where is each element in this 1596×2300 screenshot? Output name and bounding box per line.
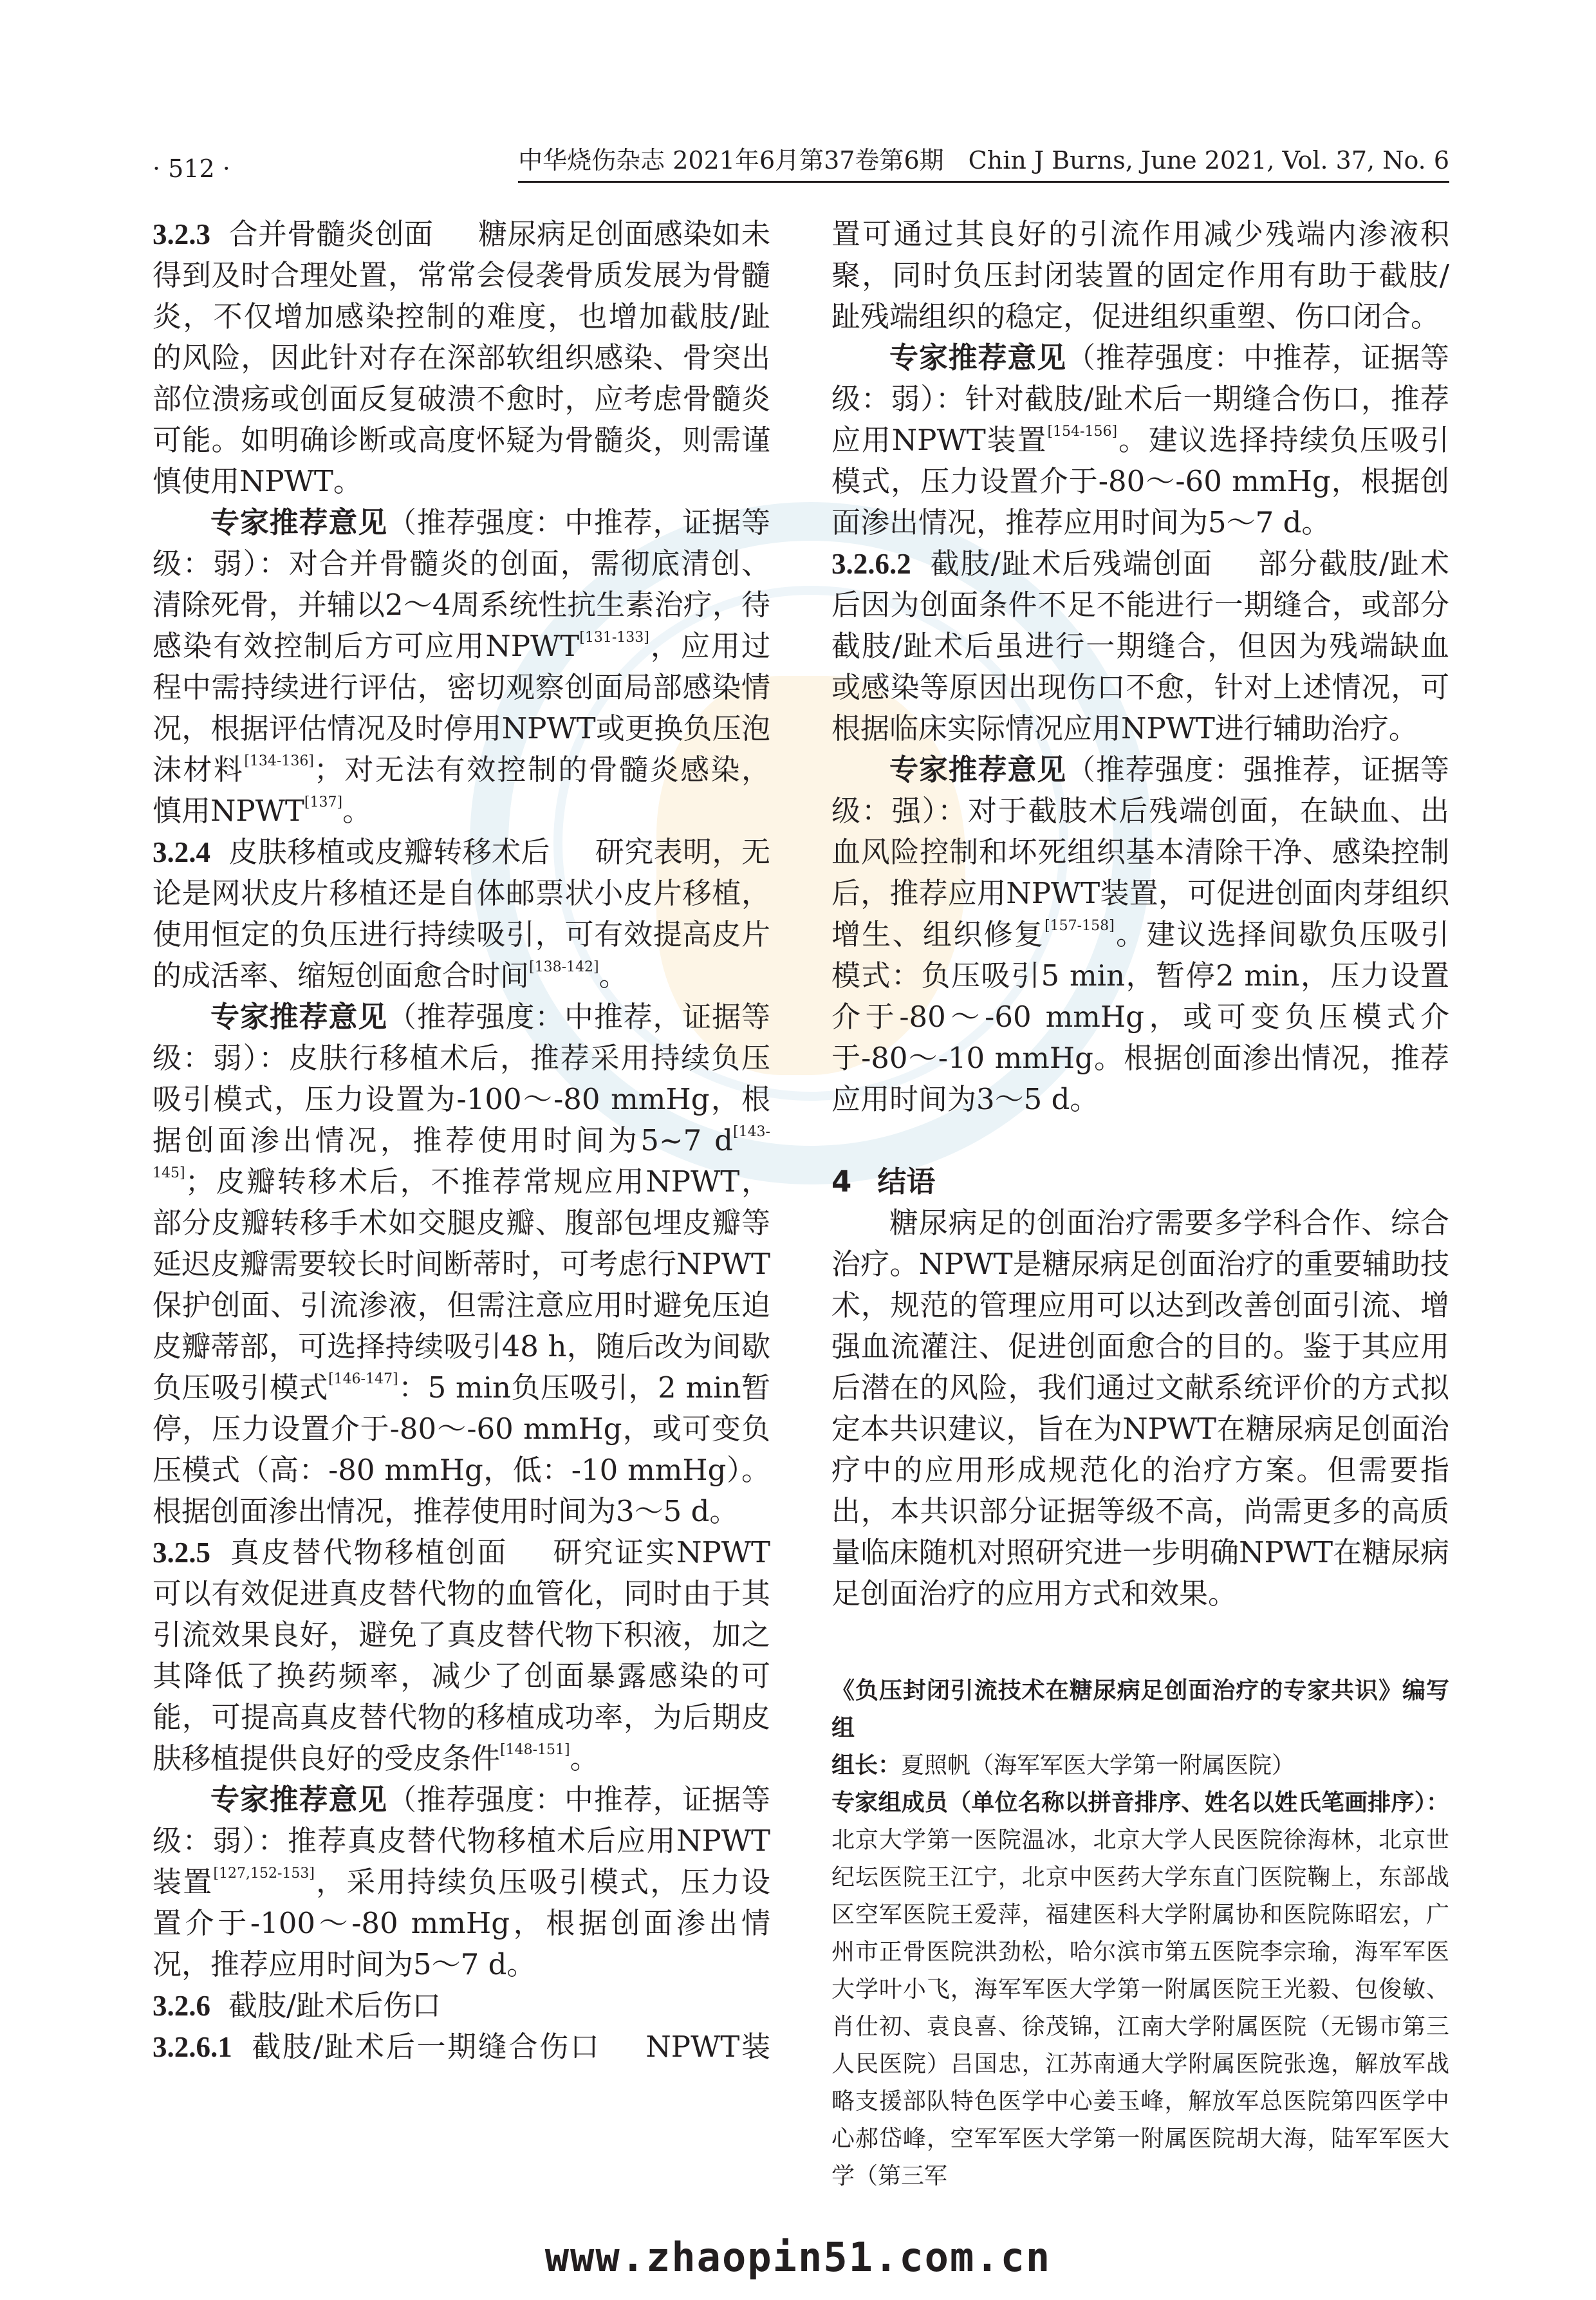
- section-title: 截肢/趾术后一期缝合伤口: [250, 2030, 601, 2064]
- text: （推荐强度：中推荐，证据等级：弱）：针对截肢/趾术后一期缝合伤口，推荐应用NPWT装置: [831, 341, 1449, 457]
- text: 。: [342, 794, 372, 828]
- citation: [131-133]: [579, 630, 649, 646]
- leader-name: 夏照帆（海军军医大学第一附属医院）: [901, 1752, 1295, 1779]
- section-number: 3.2.6: [153, 1990, 210, 2022]
- recommendation-1: [153, 502, 770, 832]
- group-leader: [831, 1747, 1449, 1784]
- leader-label: 组长：: [831, 1752, 902, 1779]
- website-watermark: www.zhaopin51.com.cn: [544, 2234, 1052, 2281]
- recommendation-label: 专家推荐意见: [889, 341, 1066, 375]
- text: 。建议选择持续负压吸引模式，压力设置介于-80～-60 mmHg，根据创面渗出情况，推荐应用时间为5～7 d。: [831, 423, 1449, 539]
- section-3-2-4: [153, 832, 770, 996]
- text: （推荐强度：中推荐，证据等级：弱）：皮肤行移植术后，推荐采用持续负压吸引模式，压力设置为-100～-80 mmHg，根据创面渗出情况，推荐使用时间为5~7 d: [153, 1000, 770, 1157]
- writing-group: [831, 1672, 1449, 2195]
- text: ；对无法有效控制的骨髓炎感染，慎用NPWT: [153, 753, 770, 828]
- members-list: 北京大学第一医院温冰，北京大学人民医院徐海林，北京世纪坛医院王江宁，北京中医药大学东直门医院鞠上，东部战区空军医院王爱萍，福建医科大学附属协和医院陈昭宏，广州市正骨医院洪劲松，哈尔滨市第五医院李宗瑜，海军军医大学叶小飞，海军军医大学第一附属医院王光毅、包俊敏、肖仕初、袁良喜、徐茂锦，江南大学附属医院（无锡市第三人民医院）吕国忠，江苏南通大学附属医院张逸，解放军战略支援部队特色医学中心姜玉峰，解放军总医院第四医学中心郝岱峰，空军军医大学第一附属医院胡大海，陆军军医大学（第三军: [831, 1827, 1449, 2189]
- text: （推荐强度：中推荐，证据等级：弱）：推荐真皮替代物移植术后应用NPWT装置: [153, 1782, 770, 1899]
- running-header: 中华烧伤杂志 2021年6月第37卷第6期 Chin J Burns, June 2021, Vol. 37, No. 6: [518, 140, 1449, 183]
- body-columns: [153, 183, 1449, 2195]
- section-3-2-6-1: [153, 2026, 770, 2068]
- text: 部分截肢/趾术后因为创面条件不足不能进行一期缝合，或部分截肢/趾术后虽进行一期缝合，但因为残端缺血或感染等原因出现伤口不愈，针对上述情况，可根据临床实际情况应用NPWT进行辅助治疗。: [831, 547, 1449, 745]
- recommendation-label: 专家推荐意见: [210, 505, 387, 539]
- recommendation-4: [831, 337, 1449, 543]
- recommendation-label: 专家推荐意见: [210, 1000, 387, 1034]
- section-title: 截肢/趾术后伤口: [228, 1988, 441, 2023]
- section-title: 皮肤移植或皮瓣转移术后: [228, 835, 550, 869]
- page-header: [153, 0, 1449, 183]
- text: 研究表明，无论是网状皮片移植还是自体邮票状小皮片移植，使用恒定的负压进行持续吸引，可有效提高皮片的成活率、缩短创面愈合时间: [153, 835, 770, 993]
- group-members: [831, 1784, 1449, 2195]
- citation: [148-151]: [500, 1742, 570, 1758]
- section-4-heading: [831, 1161, 1449, 1202]
- section-number: 3.2.5: [153, 1537, 210, 1569]
- citation: [134-136]: [244, 753, 314, 769]
- section-3-2-6: [153, 1985, 770, 2026]
- text: 糖尿病足的创面治疗需要多学科合作、综合治疗。NPWT是糖尿病足创面治疗的重要辅助技术，规范的管理应用可以达到改善创面引流、增强血流灌注、促进创面愈合的目的。鉴于其应用后潜在的风险，我们通过文献系统评价的方式拟定本共识建议，旨在为NPWT在糖尿病足创面治疗中的应用形成规范化的治疗方案。但需要指出，本共识部分证据等级不高，尚需更多的高质量临床随机对照研究进一步明确NPWT在糖尿病足创面治疗的应用方式和效果。: [831, 1206, 1449, 1611]
- left-column: [153, 214, 770, 2195]
- recommendation-label: 专家推荐意见: [889, 753, 1066, 787]
- recommendation-3: [153, 1779, 770, 1985]
- conclusion-paragraph: [831, 1202, 1449, 1614]
- text: 研究证实NPWT可以有效促进真皮替代物的血管化，同时由于其引流效果良好，避免了真皮替代物下积液，加之其降低了换药频率，减少了创面暴露感染的可能，可提高真皮替代物的移植成功率，为后期皮肤移植提供良好的受皮条件: [153, 1535, 770, 1775]
- section-title: 结语: [877, 1164, 936, 1199]
- text: ；皮瓣转移术后，不推荐常规应用NPWT，部分皮瓣转移手术如交腿皮瓣、腹部包埋皮瓣等延迟皮瓣需要较长时间断蒂时，可考虑行NPWT保护创面、引流渗液，但需注意应用时避免压迫皮瓣蒂部，可选择持续吸引48 h，随后改为间歇负压吸引模式: [153, 1164, 770, 1405]
- members-label: 专家组成员（单位名称以拼音排序、姓名以姓氏笔画排序）：: [831, 1790, 1449, 1816]
- citation: [137]: [304, 794, 343, 810]
- group-title-text: 《负压封闭引流技术在糖尿病足创面治疗的专家共识》编写组: [831, 1678, 1449, 1741]
- text: （推荐强度：强推荐，证据等级：强）：对于截肢术后残端创面，在缺血、出血风险控制和坏死组织基本清除干净、感染控制后，推荐应用NPWT装置，可促进创面肉芽组织增生、组织修复: [831, 753, 1449, 951]
- text: 。: [598, 958, 628, 993]
- text: ，采用持续负压吸引模式，压力设置介于-100～-80 mmHg，根据创面渗出情况，推荐应用时间为5～7 d。: [153, 1865, 770, 1981]
- text: 。建议选择间歇负压吸引模式：负压吸引5 min，暂停2 min，压力设置介于-80～-60 mmHg，或可变负压模式介于-80～-10 mmHg。根据创面渗出情况，推荐应用时间为3～5 d。: [831, 917, 1449, 1116]
- text: ：5 min负压吸引，2 min暂停，压力设置介于-80～-60 mmHg，或可变负压模式（高：-80 mmHg，低：-10 mmHg）。根据创面渗出情况，推荐使用时间为3～5 d。: [153, 1370, 770, 1528]
- text: （推荐强度：中推荐，证据等级：弱）：对合并骨髓炎的创面，需彻底清创、清除死骨，并辅以2～4周系统性抗生素治疗，待感染有效控制后方可应用NPWT: [153, 505, 770, 663]
- section-number: 3.2.3: [153, 218, 210, 250]
- section-number: 3.2.6.1: [153, 2031, 232, 2063]
- citation: [146-147]: [328, 1371, 398, 1387]
- text: 置可通过其良好的引流作用减少残端内渗液积聚，同时负压封闭装置的固定作用有助于截肢/趾残端组织的稳定，促进组织重塑、伤口闭合。: [831, 217, 1449, 333]
- section-3-2-6-2: [831, 543, 1449, 749]
- section-title: 合并骨髓炎创面: [228, 217, 434, 251]
- citation: [127,152-153]: [213, 1865, 315, 1882]
- text: 。: [570, 1741, 599, 1775]
- section-3-2-5: [153, 1532, 770, 1779]
- recommendation-5: [831, 749, 1449, 1120]
- section-number: 3.2.6.2: [831, 548, 911, 580]
- citation: [143-145]: [153, 1124, 770, 1181]
- citation: [154-156]: [1047, 424, 1118, 440]
- right-column: [831, 214, 1449, 2195]
- text: NPWT装: [645, 2030, 770, 2064]
- recommendation-2: [153, 996, 770, 1532]
- section-number: 4: [831, 1164, 852, 1199]
- section-title: 真皮替代物移植创面: [228, 1535, 508, 1569]
- recommendation-label: 专家推荐意见: [210, 1782, 387, 1817]
- page-number: · 512 ·: [153, 154, 230, 183]
- group-title: [831, 1672, 1449, 1747]
- text: ，应用过程中需持续进行评估，密切观察创面局部感染情况，根据评估情况及时停用NPWT或更换负压泡沫材料: [153, 629, 770, 787]
- section-title: 截肢/趾术后残端创面: [929, 547, 1214, 581]
- section-3-2-6-1-continued: [831, 214, 1449, 337]
- citation: [138-142]: [529, 959, 599, 975]
- section-number: 3.2.4: [153, 836, 210, 868]
- citation: [157-158]: [1044, 918, 1115, 934]
- paragraph-text: 糖尿病足创面感染如未得到及时合理处置，常常会侵袭骨质发展为骨髓炎，不仅增加感染控制的难度，也增加截肢/趾的风险，因此针对存在深部软组织感染、骨突出部位溃疡或创面反复破溃不愈时，应考虑骨髓炎可能。如明确诊断或高度怀疑为骨髓炎，则需谨慎使用NPWT。: [153, 217, 770, 498]
- section-3-2-3: [153, 214, 770, 502]
